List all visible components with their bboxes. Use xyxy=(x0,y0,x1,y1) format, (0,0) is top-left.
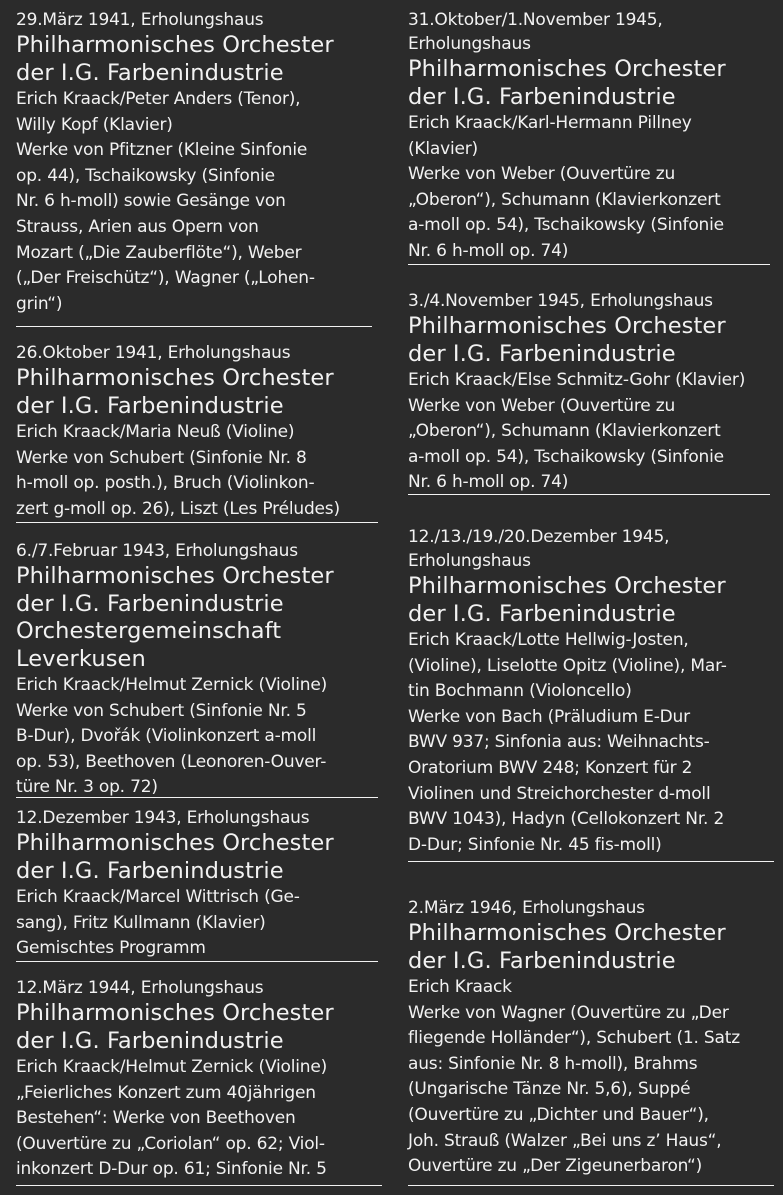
program-text: Joh. Strauß (Walzer „Bei uns z’ Haus“, xyxy=(408,1130,722,1151)
program-text: Werke von Schubert (Sinfonie Nr. 8 xyxy=(16,447,307,468)
concert-entry xyxy=(408,896,778,1180)
program-text: (Ouvertüre zu „Dichter und Bauer“), xyxy=(408,1104,709,1125)
program-text: Erich Kraack/Karl-Hermann Pillney xyxy=(408,113,692,133)
program-text: D-Dur; Sinfonie Nr. 45 fis-moll) xyxy=(408,834,662,855)
program-text: tin Bochmann (Violoncello) xyxy=(408,681,632,702)
orchestra-name: der I.G. Farbenindustrie xyxy=(16,590,284,617)
divider-rule xyxy=(408,494,770,495)
program-text: Nr. 6 h-moll op. 74) xyxy=(408,472,569,493)
concert-date: 6./7.Februar 1943, Erholungshaus xyxy=(16,541,298,561)
orchestra-name: Leverkusen xyxy=(16,645,146,672)
orchestra-name: Orchestergemeinschaft xyxy=(16,618,282,644)
program-text: a-moll op. 54), Tschaikowsky (Sinfonie xyxy=(408,215,724,236)
orchestra-name: Philharmonisches Orchester xyxy=(408,56,726,82)
program-text: op. 53), Beethoven (Leonoren-Ouver- xyxy=(16,751,327,772)
program-text: Werke von Pfitzner (Kleine Sinfonie xyxy=(16,140,308,161)
program-text: Werke von Weber (Ouvertüre zu xyxy=(408,164,676,185)
program-text: op. 44), Tschaikowsky (Sinfonie xyxy=(16,165,275,186)
program-text: Erich Kraack/Helmut Zernick (Violine) xyxy=(16,675,328,695)
program-text: BWV 1043), Hadyn (Cellokonzert Nr. 2 xyxy=(408,809,725,830)
concert-date: 26.Oktober 1941, Erholungshaus xyxy=(16,343,291,363)
program-text: zert g-moll op. 26), Liszt (Les Préludes) xyxy=(16,498,340,519)
divider-rule xyxy=(16,1185,382,1186)
concert-date: 12.Dezember 1943, Erholungshaus xyxy=(16,808,310,828)
program-text: Erich Kraack/Else Schmitz-Gohr (Klavier) xyxy=(408,370,746,390)
program-text: Bestehen“: Werke von Beethoven xyxy=(16,1108,296,1129)
concert-entry xyxy=(408,289,778,496)
divider-rule xyxy=(16,961,378,962)
concert-date: Erholungshaus xyxy=(408,551,531,571)
orchestra-name: der I.G. Farbenindustrie xyxy=(408,83,676,110)
orchestra-name: der I.G. Farbenindustrie xyxy=(408,947,676,974)
divider-rule xyxy=(408,264,770,265)
program-text: Erich Kraack/Peter Anders (Tenor), xyxy=(16,89,301,109)
program-text: Nr. 6 h-moll) sowie Gesänge von xyxy=(16,191,286,212)
concert-date: 12.März 1944, Erholungshaus xyxy=(16,978,264,998)
program-text: Willy Kopf (Klavier) xyxy=(16,114,173,135)
program-text: fliegende Holländer“), Schubert (1. Satz xyxy=(408,1028,740,1049)
program-text: (Violine), Liselotte Opitz (Violine), Mar- xyxy=(408,655,727,676)
concert-date: 12./13./19./20.Dezember 1945, xyxy=(408,527,670,547)
concert-entry xyxy=(16,341,382,522)
concert-date: 29.März 1941, Erholungshaus xyxy=(16,10,264,30)
program-text: türe Nr. 3 op. 72) xyxy=(16,777,158,798)
program-text: grin“) xyxy=(16,293,63,314)
program-text: Strauss, Arien aus Opern von xyxy=(16,216,259,237)
orchestra-name: Philharmonisches Orchester xyxy=(16,563,334,589)
program-text: Ouvertüre zu „Der Zigeunerbaron“) xyxy=(408,1156,703,1177)
program-text: „Oberon“), Schumann (Klavierkonzert xyxy=(408,421,721,442)
program-text: Werke von Weber (Ouvertüre zu xyxy=(408,395,676,416)
concert-entry xyxy=(408,525,778,858)
divider-rule xyxy=(16,326,372,327)
concert-entry xyxy=(16,539,382,801)
program-text: BWV 937; Sinfonia aus: Weihnachts- xyxy=(408,732,710,753)
program-text: aus: Sinfonie Nr. 8 h-moll), Brahms xyxy=(408,1053,698,1074)
divider-rule xyxy=(16,522,378,523)
divider-rule xyxy=(408,861,774,862)
program-text: a-moll op. 54), Tschaikowsky (Sinfonie xyxy=(408,446,724,467)
program-text: (Ungarische Tänze Nr. 5,6), Suppé xyxy=(408,1079,691,1100)
program-text: Violinen und Streichorchester d-moll xyxy=(408,783,711,804)
concert-entry xyxy=(16,806,382,962)
concert-entry xyxy=(16,8,382,317)
orchestra-name: der I.G. Farbenindustrie xyxy=(16,1027,284,1054)
orchestra-name: Philharmonisches Orchester xyxy=(408,920,726,946)
program-text: Erich Kraack/Marcel Wittrisch (Ge- xyxy=(16,887,300,907)
program-text: Gemischtes Programm xyxy=(16,938,206,959)
divider-rule xyxy=(16,797,378,798)
concert-date: 2.März 1946, Erholungshaus xyxy=(408,898,645,918)
orchestra-name: der I.G. Farbenindustrie xyxy=(16,857,284,884)
program-text: (Ouvertüre zu „Coriolan“ op. 62; Viol- xyxy=(16,1133,325,1154)
orchestra-name: der I.G. Farbenindustrie xyxy=(16,392,284,419)
orchestra-name: Philharmonisches Orchester xyxy=(16,830,334,856)
program-text: „Feierliches Konzert zum 40jährigen xyxy=(16,1082,316,1103)
program-text: Mozart („Die Zauberflöte“), Weber xyxy=(16,242,302,263)
program-text: B-Dur), Dvořák (Violinkonzert a-moll xyxy=(16,726,317,747)
program-text: Erich Kraack/Helmut Zernick (Violine) xyxy=(16,1057,328,1077)
program-text: Werke von Wagner (Ouvertüre zu „Der xyxy=(408,1002,729,1023)
orchestra-name: Philharmonisches Orchester xyxy=(16,1000,334,1026)
orchestra-name: Philharmonisches Orchester xyxy=(16,32,334,58)
program-text: sang), Fritz Kullmann (Klavier) xyxy=(16,912,266,933)
program-text: Erich Kraack/Maria Neuß (Violine) xyxy=(16,422,295,442)
orchestra-name: der I.G. Farbenindustrie xyxy=(408,600,676,627)
concert-entry xyxy=(16,976,382,1183)
orchestra-name: der I.G. Farbenindustrie xyxy=(408,340,676,367)
program-text: (Klavier) xyxy=(408,138,478,159)
concert-date: Erholungshaus xyxy=(408,34,531,54)
program-text: „Oberon“), Schumann (Klavierkonzert xyxy=(408,189,721,210)
program-text: Erich Kraack/Lotte Hellwig-Josten, xyxy=(408,630,689,650)
orchestra-name: der I.G. Farbenindustrie xyxy=(16,59,284,86)
program-text: („Der Freischütz“), Wagner („Lohen- xyxy=(16,268,315,289)
program-text: Erich Kraack xyxy=(408,977,512,997)
program-text: Nr. 6 h-moll op. 74) xyxy=(408,240,569,261)
program-text: Werke von Schubert (Sinfonie Nr. 5 xyxy=(16,700,307,721)
program-text: h-moll op. posth.), Bruch (Violinkon- xyxy=(16,473,315,494)
program-text: Werke von Bach (Präludium E-Dur xyxy=(408,706,690,727)
orchestra-name: Philharmonisches Orchester xyxy=(408,573,726,599)
program-text: inkonzert D-Dur op. 61; Sinfonie Nr. 5 xyxy=(16,1159,327,1180)
concert-entry xyxy=(408,8,778,265)
concert-date: 31.Oktober/1.November 1945, xyxy=(408,10,663,30)
orchestra-name: Philharmonisches Orchester xyxy=(408,313,726,339)
divider-rule xyxy=(408,1185,774,1186)
concert-date: 3./4.November 1945, Erholungshaus xyxy=(408,291,713,311)
program-text: Oratorium BWV 248; Konzert für 2 xyxy=(408,757,693,778)
orchestra-name: Philharmonisches Orchester xyxy=(16,365,334,391)
